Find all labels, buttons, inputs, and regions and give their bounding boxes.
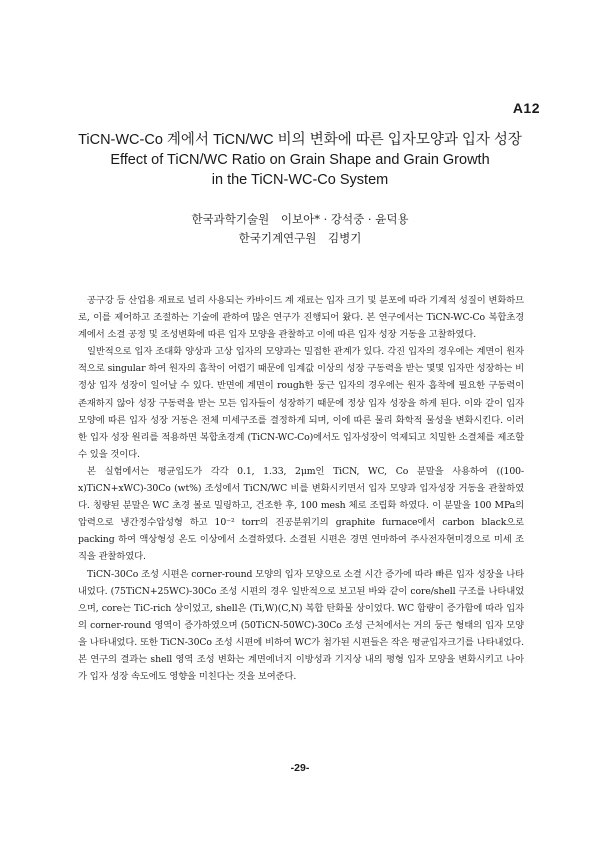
author-line-1 [0, 210, 600, 229]
title-english-line1: Effect of TiCN/WC Ratio on Grain Shape and Grain Growth [110, 152, 490, 168]
author-names-1: 이보아* · 강석중 · 윤덕용 [280, 212, 409, 226]
author-names-2: 김병기 [328, 231, 362, 245]
affiliation-kimm: 한국기계연구원 [238, 231, 317, 245]
title-english-line2: in the TiCN-WC-Co System [211, 172, 389, 188]
abstract-body [78, 292, 524, 685]
paragraph-2: 일반적으로 입자 조대화 양상과 고상 입자의 모양과는 밀접한 관계가 있다. 각진 입자의 경우에는 계면이 원자적으로 singular 하여 원자의 흡착이 어렵기 때문에 임계값 이상의 성장 구동력을 받는 몇몇 입자만 성장하는 비정상 입자 성장이 일어날 수 있다. 반면에 계면이 rough한 둥근 입자의 경우에는 원자 흡착에 필요한 구동력이 존재하지 않아 성장 구동력을 받는 모든 입자들이 성장하기 때문에 정상 입자 성장을 하게 된다. 이와 같이 입자 모양에 따른 입자 성장 거동은 전체 미세구조를 결정하게 되며, 이에 따른 물리 화학적 물성을 변화시킨다. 이러한 입자 성장 원리를 적용하면 복합초경계 (TiCN-WC-Co)에서도 입자성장이 억제되고 치밀한 소결체를 제조할 수 있을 것이다. [78, 346, 524, 460]
affiliation-kaist: 한국과학기술원 [191, 212, 270, 226]
paragraph-4: TiCN-30Co 조성 시편은 corner-round 모양의 입자 모양으로 소결 시간 증가에 따라 빠른 입자 성장을 나타내었다. (75TiCN+25WC)-30Co 조성 시편의 경우 일반적으로 보고된 바와 같이 core/shell 구조를 나타내었으며, core는 TiC-rich 상이었고, shell은 (Ti,W)(C,N) 복합 탄화물 상이었다. WC 함량이 증가함에 따라 입자의 corner-round 영역이 증가하였으며 (50TiCN-50WC)-30Co 조성 근처에서는 거의 둥근 형태의 입자 모양을 나타내었다. 또한 TiCN-30Co 조성 시편에 비하여 WC가 첨가된 시편들은 작은 평균입자크기를 나타내었다. 본 연구의 결과는 shell 영역 조성 변화는 계면에너지 이방성과 기지상 내의 평형 입자 모양을 변화시키고 나아가 입자 성장 속도에도 영향을 미친다는 것을 보여준다. [78, 568, 524, 683]
paragraph-1: 공구강 등 산업용 재료로 널리 사용되는 카바이드 계 재료는 입자 크기 및 분포에 따라 기계적 성질이 변화하므로, 이를 제어하고 조절하는 기술에 관하여 많은 연구가 진행되어 왔다. 본 연구에서는 TiCN-WC-Co 복합초경계에서 소결 공정 및 조성변화에 따른 입자 모양을 관찰하고 이에 따른 입자 성장 거동을 고찰하였다. [78, 295, 524, 341]
title-block [0, 130, 600, 190]
author-block [0, 210, 600, 248]
title-korean: TiCN-WC-Co 계에서 TiCN/WC 비의 변화에 따른 입자모양과 입자 성장 [78, 132, 522, 148]
abstract-code: A12 [512, 100, 540, 116]
paragraph-3: 본 실험에서는 평균입도가 각각 0.1, 1.33, 2μm인 TiCN, WC, Co 분말을 사용하여 ((100-x)TiCN+xWC)-30Co (wt%) 조성에서 TiCN/WC 비를 변화시키면서 입자 모양과 입자성장 거동을 관찰하였다. 칭량된 분말은 WC 초경 볼로 밀링하고, 건조한 후, 100 mesh 체로 조립화 하였다. 이 분말을 100 MPa의 압력으로 냉간정수압성형 하고 10⁻² torr의 진공분위기의 graphite furnace에서 carbon black으로 packing 하여 액상형성 온도 이상에서 소결하였다. 소결된 시편은 경면 연마하여 주사전자현미경으로 미세 조직을 관찰하였다. [78, 465, 524, 563]
page-number: -29- [290, 762, 310, 774]
author-line-2 [0, 229, 600, 248]
